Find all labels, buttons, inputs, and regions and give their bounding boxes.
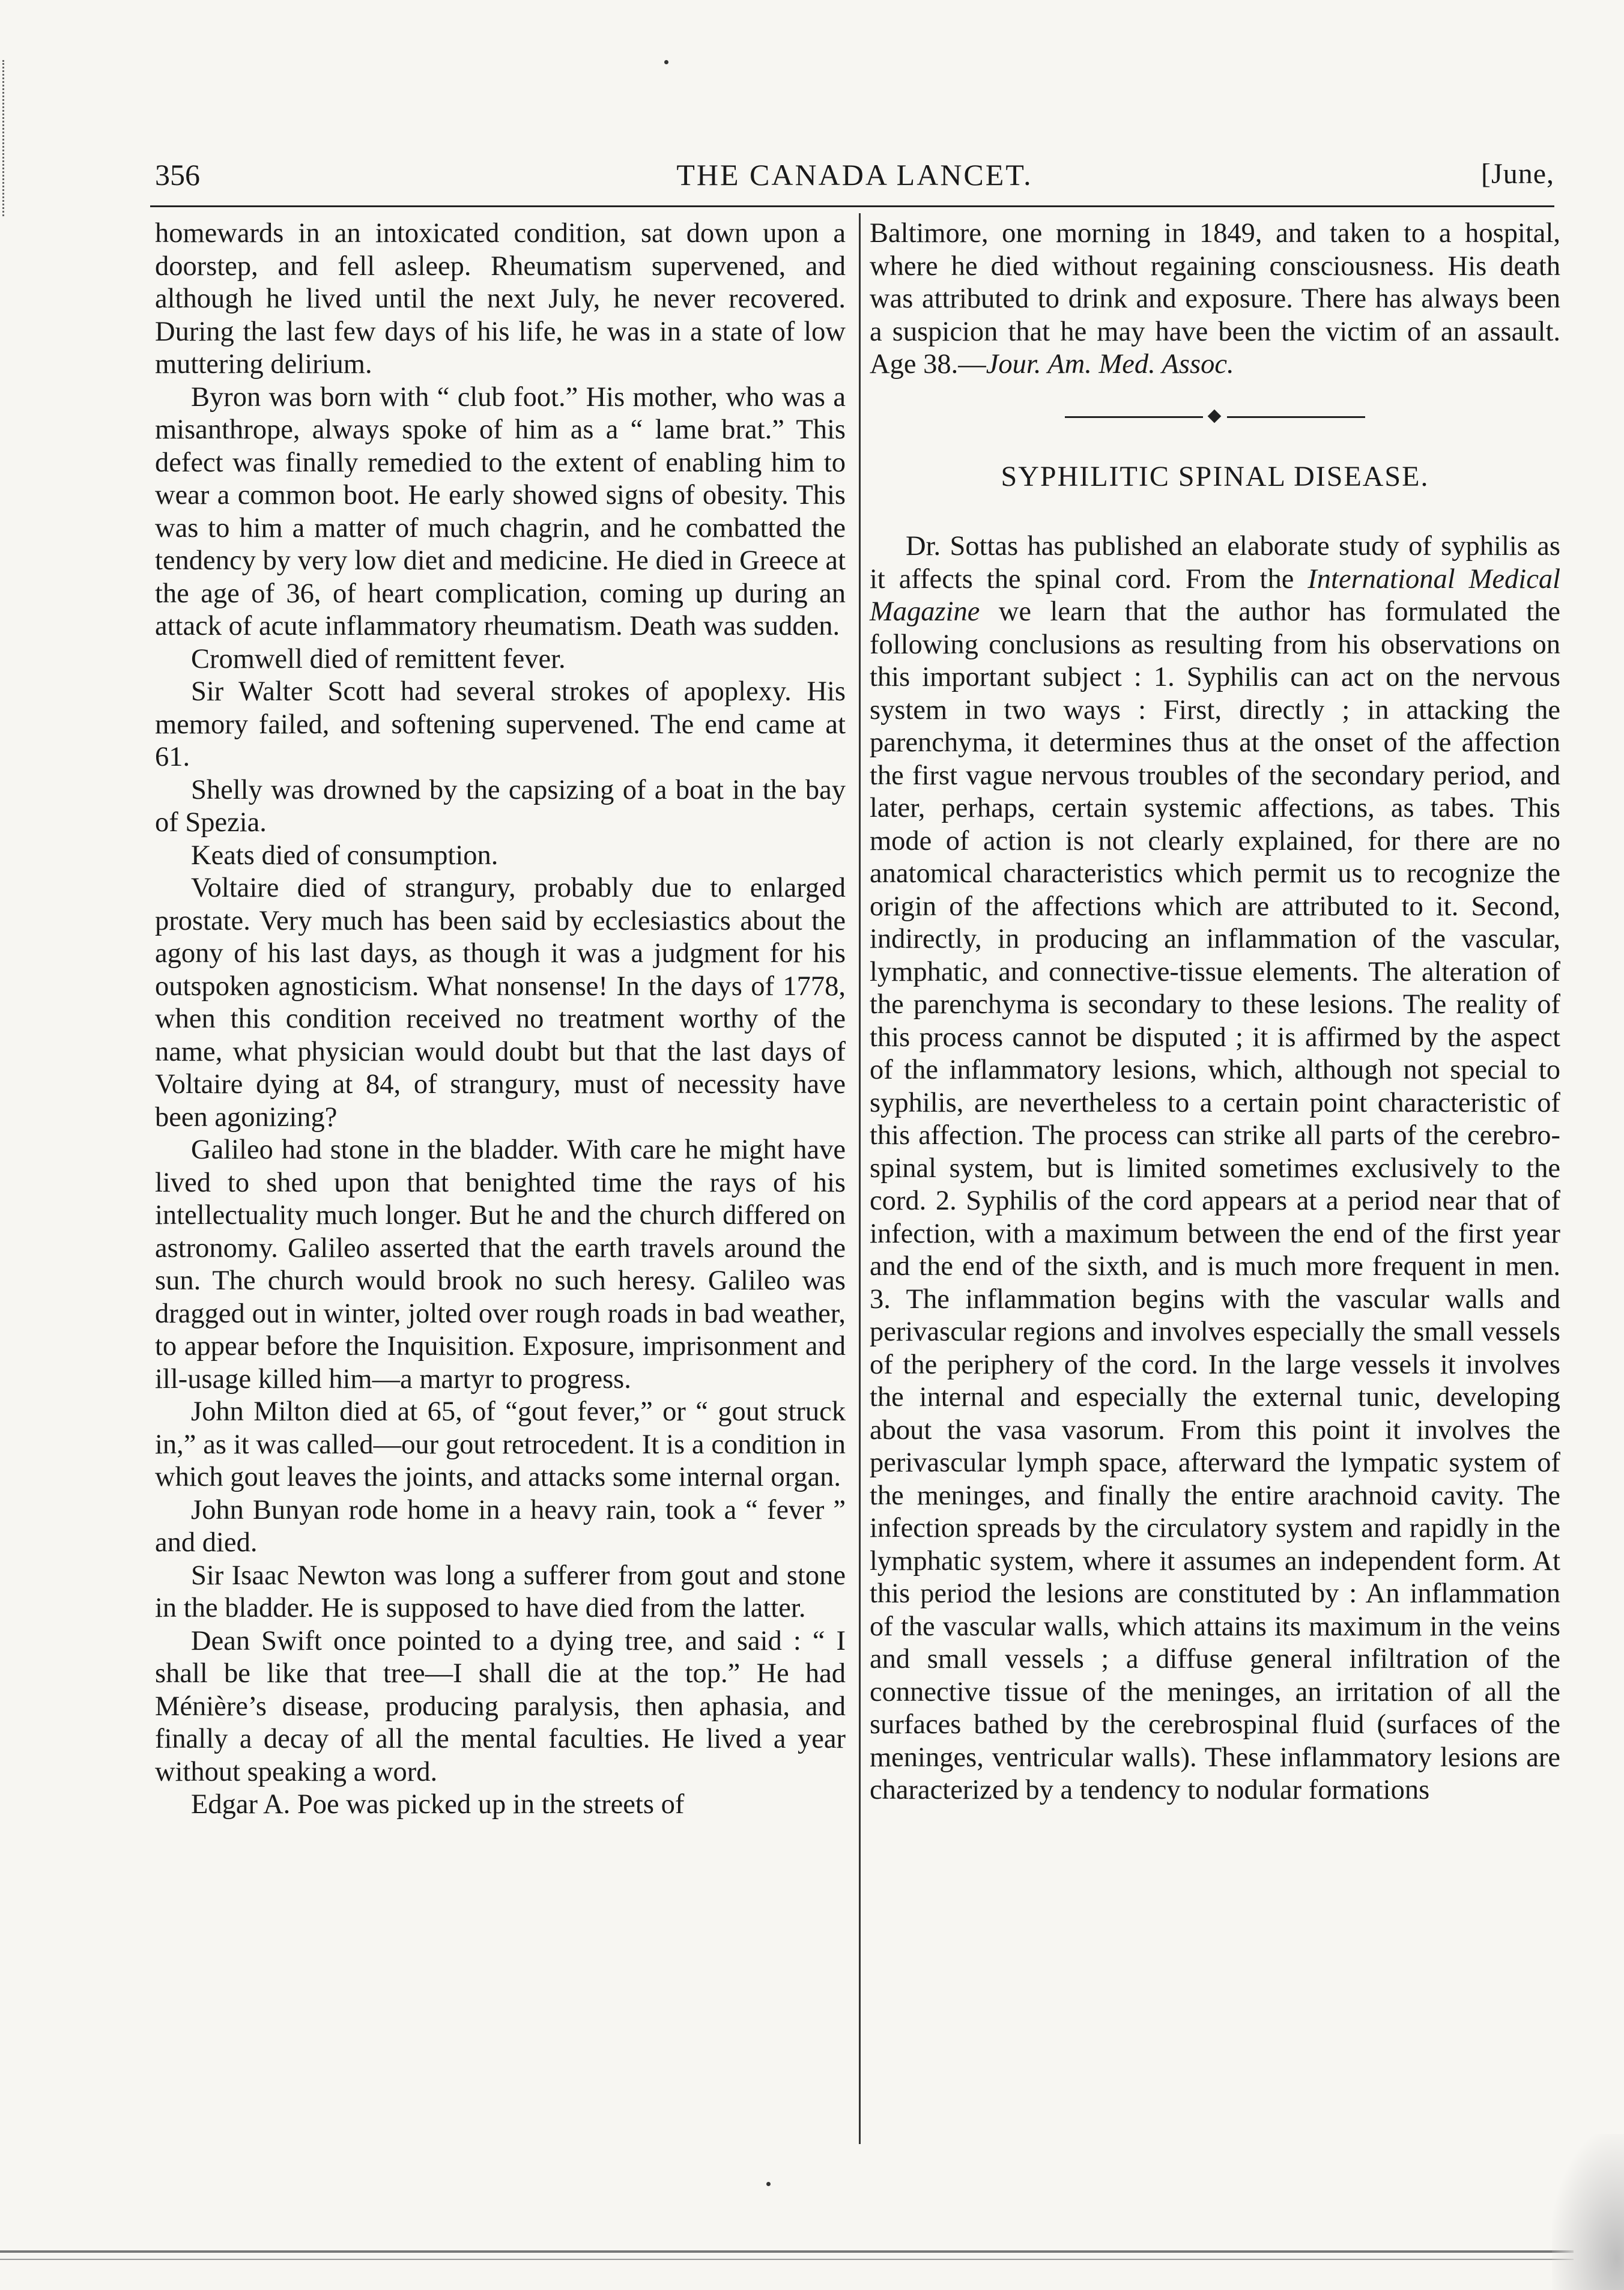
paragraph-keats: Keats died of consumption. — [191, 840, 498, 871]
section-ornament — [1065, 405, 1365, 429]
journal-title: THE CANADA LANCET. — [676, 158, 1033, 192]
paragraph-galileo: Galileo had stone in the bladder. With care he might have lived to shed upon that benighted time the rays of his intellectuality much longer. But he and the church differed on astronomy. Galileo asserted that the earth travels around the sun. The church would brook no such heresy. Galileo was dragged out in winter, jolted over rough roads in bad weather, to appear before the Inquisition. Exposure, imprisonment and ill-usage killed him—a martyr to progress. — [155, 1134, 846, 1395]
right-column — [870, 217, 1560, 1807]
margin-scan-artifact — [2, 60, 8, 216]
ink-speck — [766, 2182, 771, 2186]
poe-continuation — [870, 217, 1560, 381]
paragraph-byron: Byron was born with “ club foot.” His mother, who was a misanthrope, always spoke of him as a “ lame brat.” This defect was finally remedied to the extent of enabling him to wear a common boot. He early showed signs of obesity. This was to him a matter of much chagrin, and he combatted the tendency by very low diet and medicine. He died in Greece at the age of 36, of heart complication, coming up during an attack of acute inflammatory rheumatism. Death was sudden. — [155, 381, 846, 641]
article-body-rest: we learn that the author has formulated the following conclusions as resulting from his observations on this important subject : 1. Syphilis can act on the nervous system in two ways : First, directly ; in attacking the parenchyma, it determines thus at the onset of the affection the first vague nervous troubles of the secondary period, and later, perhaps, certain systemic affections, as tabes. This mode of action is not clearly explained, for there are no anatomical characteristics which permit us to recognize the origin of the affections which are attributed to it. Second, indirectly, in producing an inflammation of the vascular, lymphatic, and connective-tissue elements. The alteration of the parenchyma is secondary to these lesions. The reality of this process cannot be disputed ; it is affirmed by the aspect of the inflammatory lesions, which, although not special to syphilis, are nevertheless to a certain point characteristic of this affection. The process can strike all parts of the cerebro-spinal system, but is limited sometimes exclusively to the cord. 2. Syphilis of the cord appears at a period near that of infection, with a maximum between the end of the first year and the end of the sixth, and is much more frequent in men. 3. The inflammation begins with the vascular walls and perivascular regions and involves especially the small vessels of the periphery of the cord. In the large vessels it involves the internal and especially the external tunic, developing about the vasa vasorum. From this point it involves the perivascular lymph space, afterward the lympatic system of the meninges, and finally the entire arachnoid cavity. The infection spreads by the circulatory system and rapidly in the lymphatic system, where it assumes an independent form. At this period the lesions are constituted by : An inflammation of the vascular walls, which attains its maximum in the veins and small vessels ; a diffuse general infiltration of the connective tissue of the meninges, an irritation of all the surfaces bathed by the cerebrospinal fluid (surfaces of the meninges, ventricular walls). These inflammatory lesions are characterized by a tendency to nodular formations — [870, 596, 1560, 1805]
paragraph-cromwell: Cromwell died of remittent fever. — [191, 643, 566, 674]
ornament-line — [1227, 416, 1365, 418]
paragraph-scott: Sir Walter Scott had several strokes of apoplexy. His memory failed, and softening supervened. The end came at 61. — [155, 676, 846, 772]
paragraph-swift: Dean Swift once pointed to a dying tree, and said : “ I shall be like that tree—I shall die at the top.” He had Ménière’s disease, producing paralysis, then aphasia, and finally a decay of all the mental faculties. He lived a year without speaking a word. — [155, 1625, 846, 1787]
issue-month: [June, — [1481, 158, 1554, 190]
section-title: SYPHILITIC SPINAL DISEASE. — [1001, 460, 1429, 492]
article-body-start: Dr. Sottas has published an elaborate study of syphilis as it affects the spinal cord. From the — [870, 531, 1560, 595]
paragraph-newton: Sir Isaac Newton was long a sufferer from gout and stone in the bladder. He is supposed to have died from the latter. — [155, 1560, 846, 1623]
paragraph: homewards in an intoxicated condition, sat down upon a doorstep, and fell asleep. Rheumatism supervened, and although he lived until the next July, he never recovered. During the last few days of his life, he was in a state of low muttering delirium. — [155, 218, 846, 380]
paragraph-poe: Edgar A. Poe was picked up in the streets of — [191, 1789, 685, 1820]
column-divider — [859, 213, 861, 2144]
paragraph-shelly: Shelly was drowned by the capsizing of a boat in the bay of Spezia. — [155, 774, 846, 838]
page-number: 356 — [155, 158, 200, 192]
journal-reference: International Medical Magazine — [870, 563, 1560, 627]
paragraph-milton: John Milton died at 65, of “gout fever,” or “ gout struck in,” as it was called—our gout retrocedent. It is a condition in which gout leaves the joints, and attacks some internal organ. — [155, 1396, 846, 1492]
header-rule — [150, 205, 1554, 207]
running-header — [155, 157, 1554, 199]
article-body — [870, 530, 1560, 1807]
page-bottom-edge — [0, 2250, 1574, 2260]
ornament-line — [1065, 416, 1203, 418]
paragraph-bunyan: John Bunyan rode home in a heavy rain, took a “ fever ” and died. — [155, 1494, 846, 1558]
ornament-diamond — [1208, 409, 1222, 423]
source-citation: Jour. Am. Med. Assoc. — [986, 349, 1234, 380]
paragraph-voltaire: Voltaire died of strangury, probably due to enlarged prostate. Very much has been said by ecclesiastics about the agony of his last days, as though it was a judgment for his outspoken agnosticism. What nonsense! In the days of 1778, when this condition received no treatment worthy of the name, what physician would doubt but that the last days of Voltaire dying at 84, of strangury, must of necessity have been agonizing? — [155, 873, 846, 1133]
ink-speck — [664, 60, 668, 64]
left-column — [155, 217, 846, 1822]
poe-continuation-text: Baltimore, one morning in 1849, and taken to a hospital, where he died without regaining consciousness. His death was attributed to drink and exposure. There has always been a suspicion that he may have been the victim of an assault. Age 38.— — [870, 218, 1560, 380]
corner-stain — [1552, 2134, 1624, 2290]
